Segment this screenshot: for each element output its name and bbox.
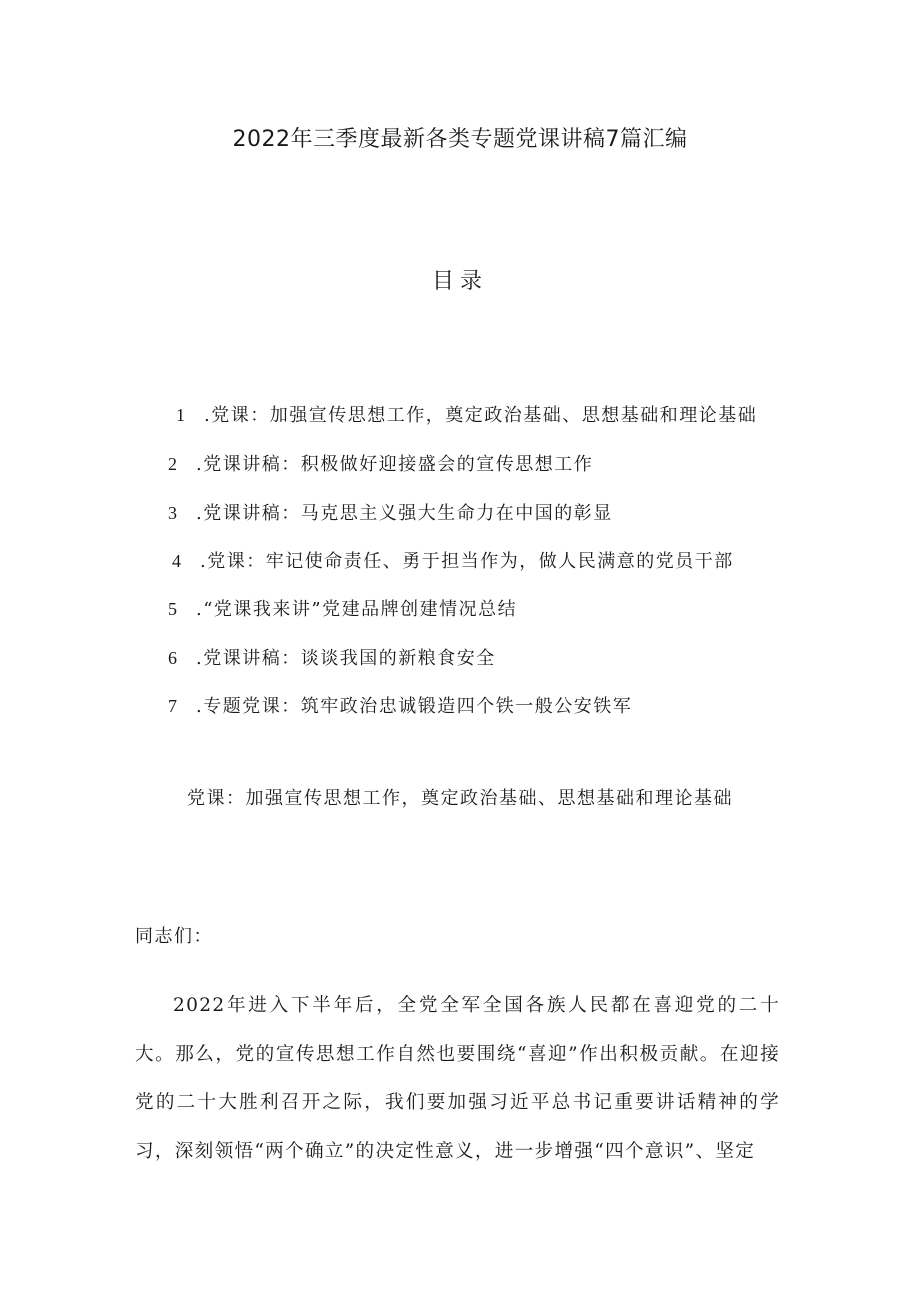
document-title: 2022年三季度最新各类专题党课讲稿7篇汇编 [232,127,688,152]
toc-item [176,400,757,430]
toc-heading: 目录 [431,269,488,294]
toc-item-text: .党课讲稿：马克思主义强大生命力在中国的彰显 [196,503,613,524]
toc-item-text: .“党课我来讲”党建品牌创建情况总结 [196,599,518,620]
toc-item [172,546,734,576]
toc-item-number: 3 [168,503,179,523]
toc-item-text: .专题党课：筑牢政治忠诚锻造四个铁一般公安铁军 [196,696,633,717]
toc-item-number: 7 [168,696,179,716]
toc-item-number: 6 [168,648,179,668]
toc-item [168,594,517,624]
toc-item-text: .党课：加强宣传思想工作，奠定政治基础、思想基础和理论基础 [204,405,758,426]
toc-item-number: 4 [172,551,183,571]
toc-item-text: .党课：牢记使命责任、勇于担当作为，做人民满意的党员干部 [200,551,734,572]
toc-item-number: 1 [176,405,187,425]
section-title: 党课：加强宣传思想工作，奠定政治基础、思想基础和理论基础 [187,788,733,809]
body-paragraph: 2022年进入下半年后，全党全军全国各族人民都在喜迎党的二十大。那么，党的宣传思想工作自然也要围绕“喜迎”作出积极贡献。在迎接党的二十大胜利召开之际，我们要加强习近平总书记重要讲话精神的学习，深刻领悟“两个确立”的决定性意义，进一步增强“四个意识”、坚定 [135,995,780,1162]
greeting: 同志们： [135,926,213,947]
toc-item [168,498,613,528]
toc-item [168,643,496,673]
toc-item-text: .党课讲稿：谈谈我国的新粮食安全 [196,648,496,669]
toc-item [168,691,632,721]
toc-item-text: .党课讲稿：积极做好迎接盛会的宣传思想工作 [196,454,594,475]
toc-item-number: 5 [168,599,179,619]
toc-item-number: 2 [168,454,179,474]
toc-item [168,449,593,479]
